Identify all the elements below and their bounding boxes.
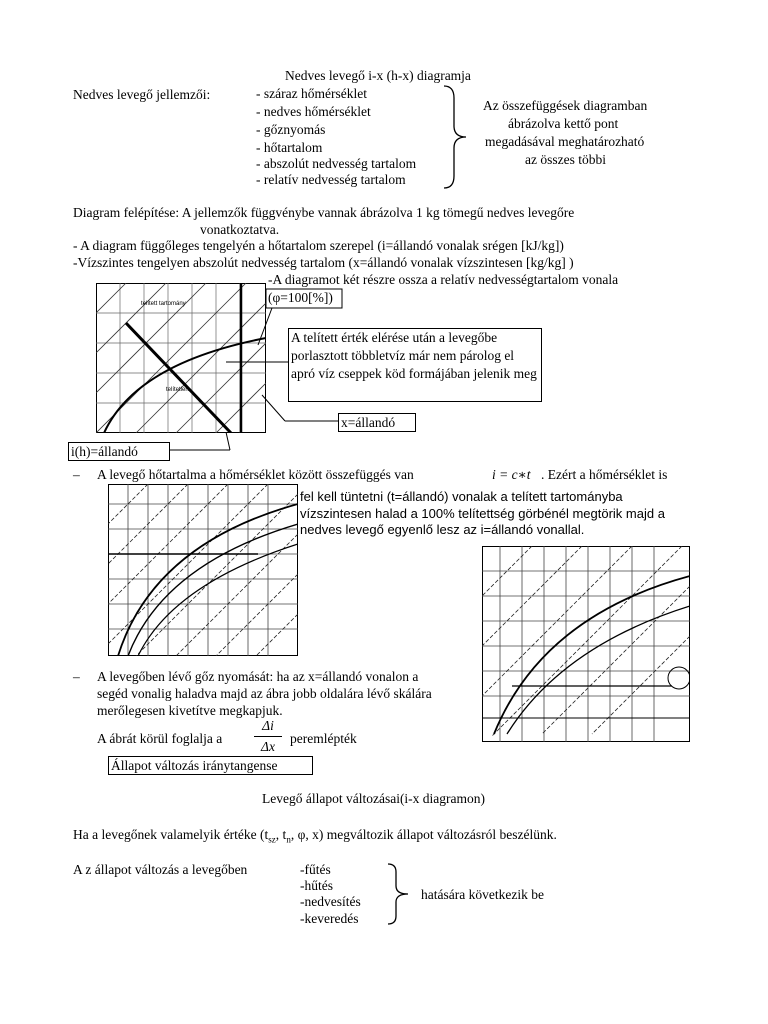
structure-line: vonatkoztatva. bbox=[200, 222, 280, 237]
state-action-item: -hűtés bbox=[300, 878, 333, 893]
state-sentence-post: , φ, x) megváltozik állapot változásról beszélünk. bbox=[290, 827, 557, 842]
phi-label: (φ=100[%]) bbox=[268, 290, 333, 305]
page-title: Nedves levegő i-x (h-x) diagramja bbox=[285, 68, 471, 83]
vapor-line: peremlépték bbox=[290, 731, 357, 746]
props-note-line: megadásával meghatározható bbox=[485, 134, 645, 149]
vapor-dash: – bbox=[73, 669, 80, 684]
state-change-label: A z állapot változás a levegőben bbox=[73, 862, 248, 877]
fraction-denominator: Δx bbox=[261, 739, 275, 754]
structure-line: Diagram felépítése: A jellemzők függvénybe vannak ábrázolva 1 kg tömegű nedves levegőre bbox=[73, 205, 575, 220]
state-sub-n: n bbox=[286, 834, 291, 845]
props-note-line: Az összefüggések diagramban bbox=[483, 98, 648, 113]
diagram-peremlepek bbox=[482, 546, 690, 742]
temp-line: nedves levegő egyenlő lesz az i=állandó vonallal. bbox=[300, 522, 585, 537]
state-result: hatására következik be bbox=[421, 887, 544, 902]
state-action-item: -keveredés bbox=[300, 911, 359, 926]
prop-item: - gőznyomás bbox=[256, 122, 326, 137]
fig1-i-constant-box: i(h)=állandó bbox=[68, 442, 170, 461]
state-action-item: -nedvesítés bbox=[300, 894, 361, 909]
temp-line: A levegő hőtartalma a hőmérséklet között összefüggés van bbox=[97, 467, 414, 482]
fig1-saturated-label: telített tartomány bbox=[141, 301, 186, 307]
props-note-line: az összes többi bbox=[525, 152, 606, 167]
state-sentence-pre: Ha a levegőnek valamelyik értéke (t bbox=[73, 827, 269, 842]
structure-line: -Vízszintes tengelyen abszolút nedvesség tartalom (x=állandó vonalak vízszintesen [kg/kg] ) bbox=[73, 255, 574, 270]
fraction-numerator: Δi bbox=[262, 718, 274, 733]
temp-line: fel kell tüntetni (t=állandó) vonalak a telített tartományba bbox=[300, 489, 623, 504]
vapor-line: segéd vonalig haladva majd az ábra jobb oldalára lévő skálára bbox=[97, 686, 432, 701]
tangent-box: Állapot változás iránytangense bbox=[108, 756, 313, 775]
temp-line: vízszintesen halad a 100% telítettség görbénél megtörik majd a bbox=[300, 506, 665, 521]
state-sentence bbox=[73, 827, 557, 848]
structure-line: - A diagram függőleges tengelyén a hőtartalom szerepel (i=állandó vonalak srégen [kJ/kg]) bbox=[73, 238, 564, 253]
curly-brace-actions bbox=[384, 862, 414, 926]
props-note-line: ábrázolva kettő pont bbox=[508, 116, 619, 131]
state-sentence-mid: , t bbox=[275, 827, 287, 842]
state-heading: Levegő állapot változásai(i-x diagramon) bbox=[262, 791, 486, 806]
state-action-item: -fűtés bbox=[300, 862, 331, 877]
temp-dash: – bbox=[73, 467, 80, 482]
vapor-line: merőlegesen kivetítve megkapjuk. bbox=[97, 703, 283, 718]
vapor-line: A levegőben lévő gőz nyomását: ha az x=állandó vonalon a bbox=[97, 669, 419, 684]
prop-item: - nedves hőmérséklet bbox=[256, 104, 371, 119]
props-label: Nedves levegő jellemzői: bbox=[73, 87, 211, 102]
diagram-temperature-lines bbox=[108, 484, 298, 656]
temp-formula: i = c∗t bbox=[492, 467, 531, 482]
prop-item: - hőtartalom bbox=[256, 140, 323, 155]
temp-line: . Ezért a hőmérséklet is bbox=[541, 467, 668, 482]
prop-item: - száraz hőmérséklet bbox=[256, 86, 367, 101]
structure-line: -A diagramot két részre ossza a relatív nedvességtartalom vonala bbox=[268, 272, 619, 287]
fig1-x-constant-box: x=állandó bbox=[338, 413, 416, 432]
fig1-callout-box: A telített érték elérése után a levegőbe porlasztott többletvíz már nem párolog el apró víz cseppek köd formájában jelenik meg bbox=[288, 328, 542, 402]
fig1-unsaturated-label: telítetlen bbox=[166, 387, 189, 393]
prop-item: - relatív nedvesség tartalom bbox=[256, 172, 406, 187]
fraction-bar bbox=[254, 736, 282, 737]
prop-item: - abszolút nedvesség tartalom bbox=[256, 156, 417, 171]
vapor-line: A ábrát körül foglalja a bbox=[97, 731, 223, 746]
state-sub-sz: sz bbox=[268, 834, 276, 845]
